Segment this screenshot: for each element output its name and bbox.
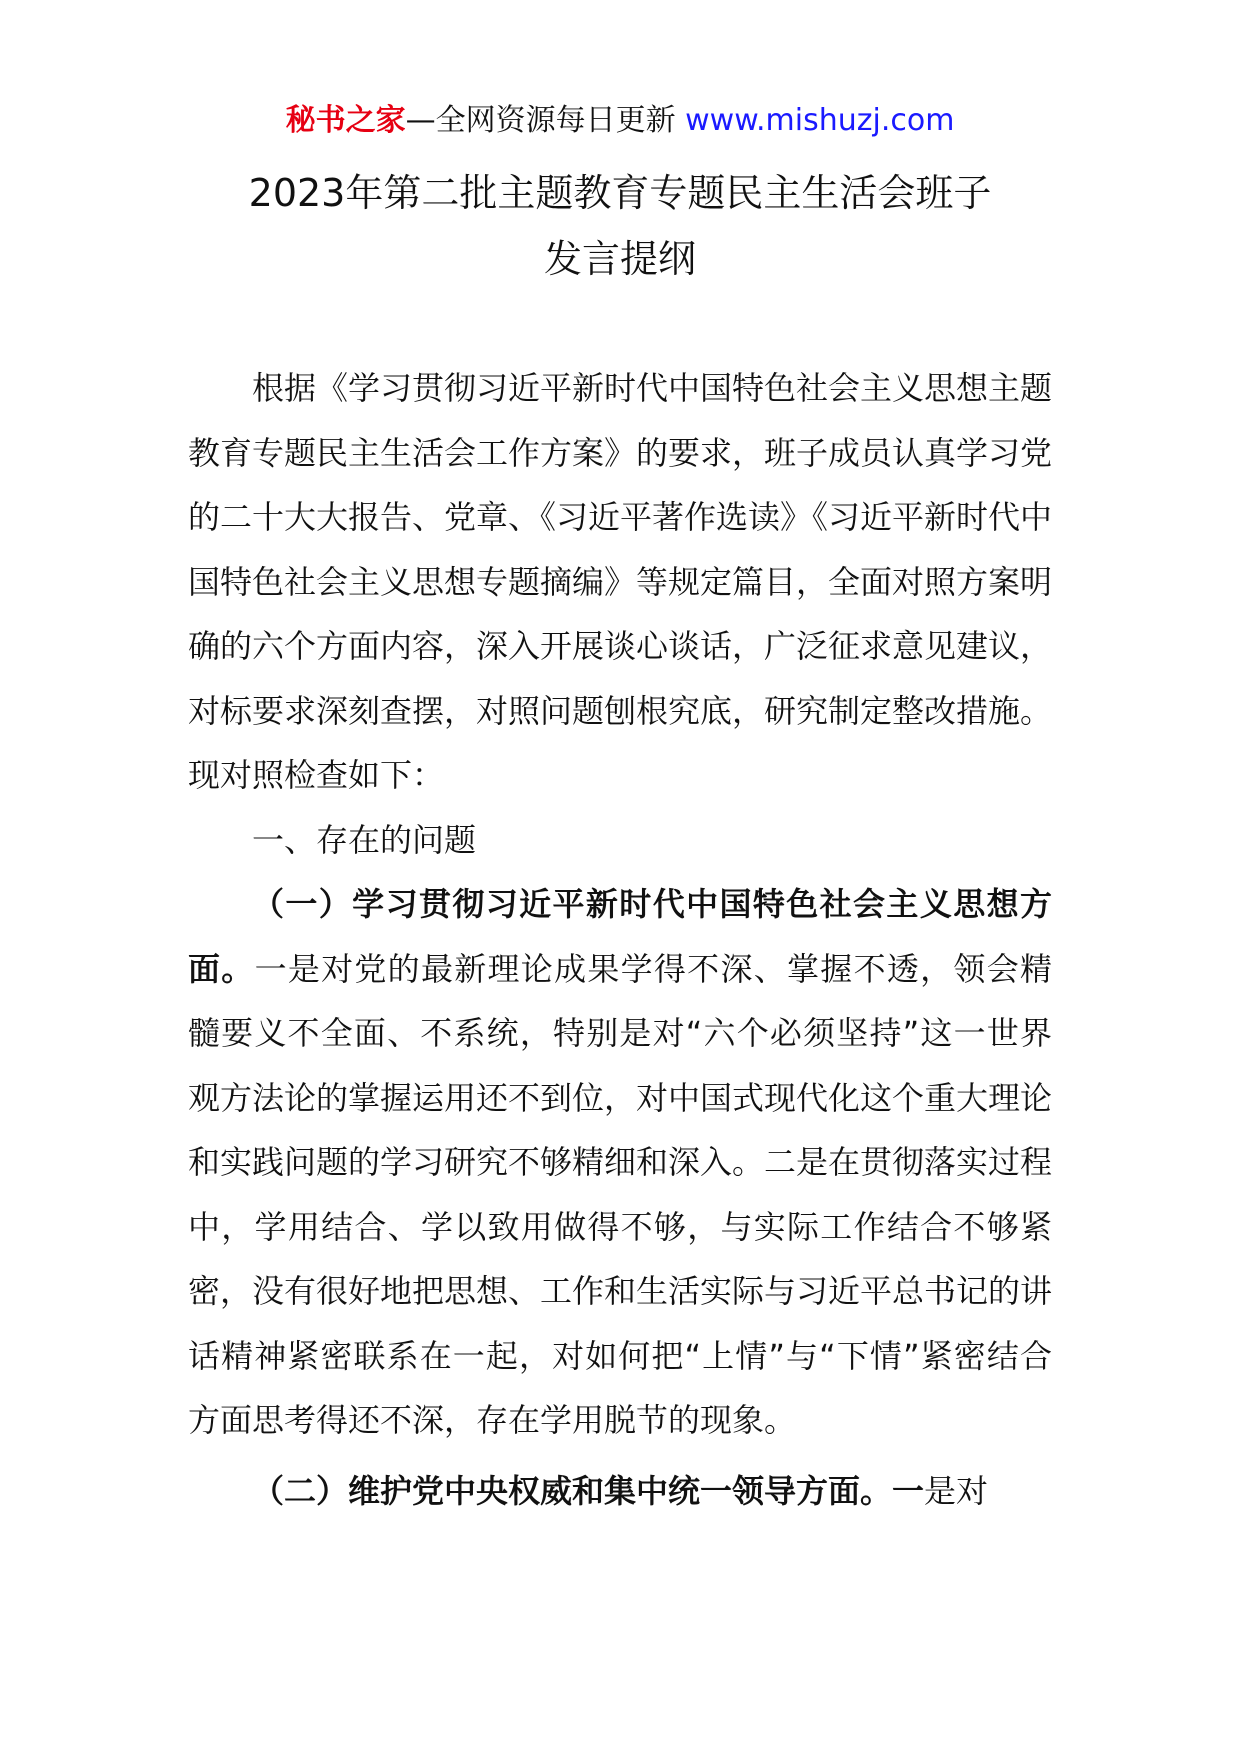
site-header <box>0 98 1240 144</box>
item-2-heading: （二）维护党中央权威和集中统一领导方面。 <box>252 1471 893 1510</box>
item-1-heading: （一）学习贯彻习近平新时代中国特色社会主义思想方面。 <box>188 885 1052 988</box>
item-2-text: 是对 <box>924 1471 989 1510</box>
brand-name: 秘书之家 <box>285 103 406 138</box>
header-tagline: —全网资源每日更新 <box>405 103 676 138</box>
item-2-paragraph <box>188 1459 1052 1524</box>
document-body <box>188 356 1052 1523</box>
title-line-1: 2023年第二批主题教育专题民主生活会班子 <box>248 171 992 215</box>
document-title <box>0 160 1240 292</box>
section-heading-problems: 一、存在的问题 <box>252 820 477 859</box>
item-2-lead: 一 <box>892 1471 925 1510</box>
item-1-text: 一是对党的最新理论成果学得不深、掌握不透，领会精髓要义不全面、不系统，特别是对“六个必须坚持”这一世界观方法论的掌握运用还不到位，对中国式现代化这个重大理论和实践问题的学习研究不够精细和深入。二是在贯彻落实过程中，学用结合、学以致用做得不够，与实际工作结合不够紧密，没有很好地把思想、工作和生活实际与习近平总书记的讲话精神紧密联系在一起，对如何把“上情”与“下情”紧密结合方面思考得还不深，存在学用脱节的现象。 <box>188 949 1053 1439</box>
title-line-2: 发言提纲 <box>543 237 696 281</box>
site-url-link[interactable]: www.mishuzj.com <box>685 103 955 138</box>
item-1-paragraph <box>188 872 1052 1453</box>
intro-paragraph: 根据《学习贯彻习近平新时代中国特色社会主义思想主题教育专题民主生活会工作方案》的要求，班子成员认真学习党的二十大大报告、党章、《习近平著作选读》《习近平新时代中国特色社会主义思想专题摘编》等规定篇目，全面对照方案明确的六个方面内容，深入开展谈心谈话，广泛征求意见建议，对标要求深刻查摆，对照问题刨根究底，研究制定整改措施。现对照检查如下： <box>188 369 1053 794</box>
